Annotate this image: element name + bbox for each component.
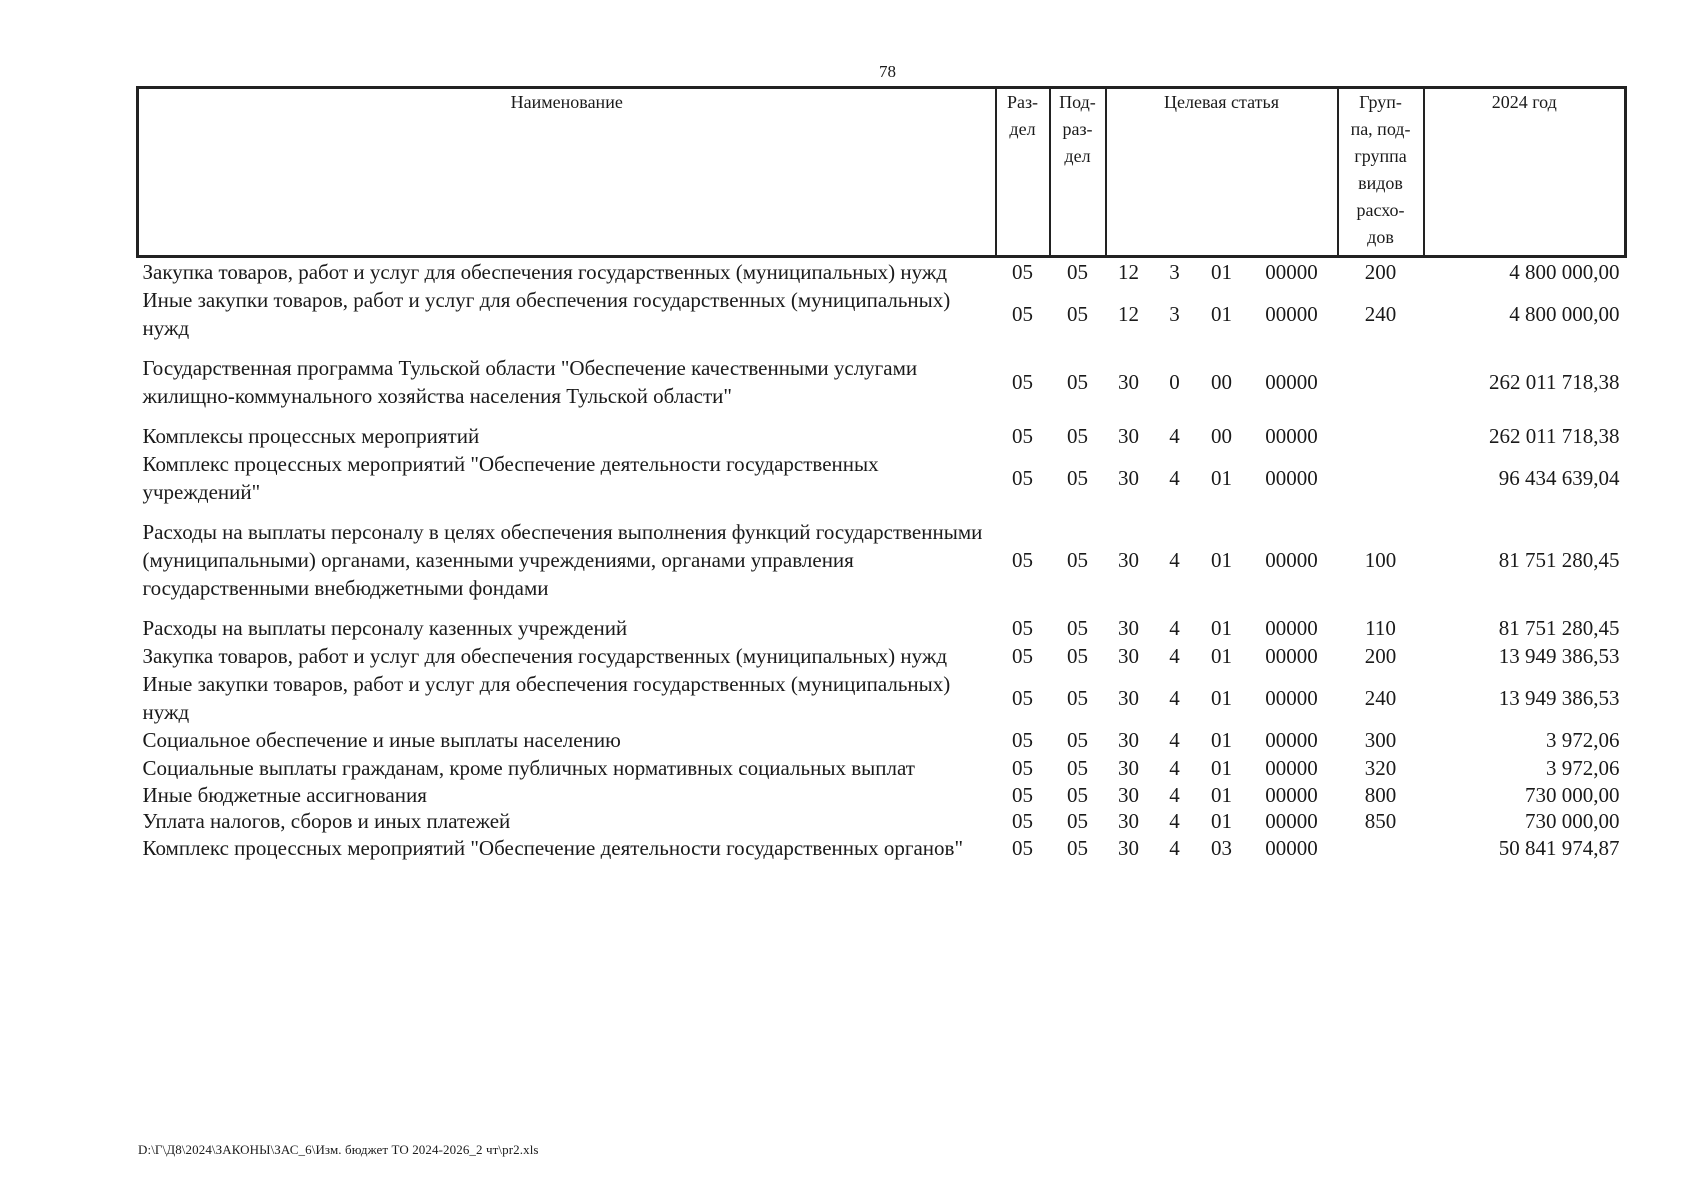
row-razdel: 05 xyxy=(1012,644,1033,668)
row-target-direction: 00000 xyxy=(1265,728,1318,752)
row-name: Комплекс процессных мероприятий "Обеспечение деятельности государственных органов" xyxy=(142,836,964,860)
row-podrazdel: 05 xyxy=(1067,616,1088,640)
row-target-complex: 01 xyxy=(1211,686,1232,710)
row-group: 240 xyxy=(1364,302,1397,326)
table-row xyxy=(138,726,1626,754)
page-number: 78 xyxy=(879,62,896,81)
row-name: Иные закупки товаров, работ и услуг для обеспечения государственных (муниципальных) нужд xyxy=(142,288,951,340)
row-target-type: 4 xyxy=(1169,466,1180,490)
row-target-program: 30 xyxy=(1118,686,1139,710)
row-amount: 730 000,00 xyxy=(1525,783,1620,807)
row-razdel: 05 xyxy=(1012,728,1033,752)
row-target-type: 3 xyxy=(1169,260,1180,284)
row-group: 320 xyxy=(1364,756,1397,780)
row-target-direction: 00000 xyxy=(1265,370,1318,394)
row-podrazdel: 05 xyxy=(1067,424,1088,448)
row-amount: 13 949 386,53 xyxy=(1498,644,1620,668)
row-podrazdel: 05 xyxy=(1067,548,1088,572)
row-target-program: 30 xyxy=(1118,809,1139,833)
row-group: 800 xyxy=(1364,783,1397,807)
file-path-footer: D:\Г\Д8\2024\ЗАКОНЫ\ЗАС_6\Изм. бюджет ТО 2024-2026_2 чт\pr2.xls xyxy=(138,1142,539,1157)
header-razdel-line: дел xyxy=(1009,119,1036,139)
row-target-direction: 00000 xyxy=(1265,809,1318,833)
row-target-direction: 00000 xyxy=(1265,260,1318,284)
row-target-program: 30 xyxy=(1118,783,1139,807)
header-podrazdel xyxy=(1050,88,1106,257)
row-target-program: 12 xyxy=(1118,260,1139,284)
row-target-direction: 00000 xyxy=(1265,686,1318,710)
header-podrazdel-line: раз- xyxy=(1062,119,1093,139)
row-name: Иные бюджетные ассигнования xyxy=(142,783,427,807)
row-target-complex: 01 xyxy=(1211,466,1232,490)
header-target-text: Целевая статья xyxy=(1164,92,1279,112)
row-target-complex: 00 xyxy=(1211,424,1232,448)
row-target-complex: 01 xyxy=(1211,644,1232,668)
row-amount: 4 800 000,00 xyxy=(1509,302,1620,326)
row-amount: 81 751 280,45 xyxy=(1498,616,1620,640)
row-target-direction: 00000 xyxy=(1265,616,1318,640)
row-target-type: 4 xyxy=(1169,783,1180,807)
row-amount: 730 000,00 xyxy=(1525,809,1620,833)
row-razdel: 05 xyxy=(1012,302,1033,326)
row-amount: 262 011 718,38 xyxy=(1489,370,1620,394)
row-target-direction: 00000 xyxy=(1265,302,1318,326)
table-row xyxy=(138,670,1626,726)
row-name: Закупка товаров, работ и услуг для обеспечения государственных (муниципальных) нужд xyxy=(142,644,948,668)
row-target-complex: 01 xyxy=(1211,548,1232,572)
row-podrazdel: 05 xyxy=(1067,644,1088,668)
row-target-type: 4 xyxy=(1169,616,1180,640)
header-podrazdel-line: дел xyxy=(1064,146,1091,166)
row-name: Социальное обеспечение и иные выплаты населению xyxy=(142,728,621,752)
header-group-line: расхо- xyxy=(1356,200,1405,220)
row-group xyxy=(1338,834,1424,862)
row-name: Государственная программа Тульской области "Обеспечение качественными услугами жилищно-коммунального хозяйства населения Тульской области" xyxy=(142,356,918,408)
table-row xyxy=(138,450,1626,506)
row-target-type: 4 xyxy=(1169,809,1180,833)
row-amount: 262 011 718,38 xyxy=(1489,424,1620,448)
row-target-complex: 01 xyxy=(1211,756,1232,780)
row-razdel: 05 xyxy=(1012,424,1033,448)
row-target-type: 4 xyxy=(1169,686,1180,710)
row-target-complex: 01 xyxy=(1211,260,1232,284)
row-amount: 3 972,06 xyxy=(1546,756,1620,780)
row-amount: 96 434 639,04 xyxy=(1498,466,1620,490)
row-name: Социальные выплаты гражданам, кроме публичных нормативных социальных выплат xyxy=(142,756,915,780)
row-target-complex: 01 xyxy=(1211,783,1232,807)
row-group: 300 xyxy=(1364,728,1397,752)
row-target-complex: 03 xyxy=(1211,836,1232,860)
header-group-line: Груп- xyxy=(1359,92,1402,112)
row-podrazdel: 05 xyxy=(1067,260,1088,284)
row-podrazdel: 05 xyxy=(1067,370,1088,394)
row-group xyxy=(1338,450,1424,506)
table-row xyxy=(138,286,1626,342)
row-target-complex: 01 xyxy=(1211,616,1232,640)
table-row xyxy=(138,642,1626,670)
row-target-direction: 00000 xyxy=(1265,783,1318,807)
row-name: Уплата налогов, сборов и иных платежей xyxy=(142,809,511,833)
row-amount: 50 841 974,87 xyxy=(1498,836,1620,860)
budget-table-container xyxy=(136,86,1624,862)
table-row xyxy=(138,506,1626,614)
row-target-type: 4 xyxy=(1169,424,1180,448)
table-row xyxy=(138,257,1626,287)
row-razdel: 05 xyxy=(1012,548,1033,572)
row-name: Комплекс процессных мероприятий "Обеспечение деятельности государственных учреждений" xyxy=(142,452,879,504)
table-row xyxy=(138,342,1626,422)
row-target-program: 30 xyxy=(1118,616,1139,640)
header-group-line: видов xyxy=(1358,173,1403,193)
row-group: 850 xyxy=(1364,809,1397,833)
header-group-line: па, под- xyxy=(1350,119,1411,139)
row-razdel: 05 xyxy=(1012,466,1033,490)
row-podrazdel: 05 xyxy=(1067,302,1088,326)
row-podrazdel: 05 xyxy=(1067,756,1088,780)
header-name-text: Наименование xyxy=(510,92,623,112)
row-podrazdel: 05 xyxy=(1067,809,1088,833)
row-group: 110 xyxy=(1365,616,1396,640)
row-podrazdel: 05 xyxy=(1067,686,1088,710)
header-year xyxy=(1424,88,1626,257)
row-razdel: 05 xyxy=(1012,260,1033,284)
header-razdel-line: Раз- xyxy=(1006,92,1039,112)
row-amount: 13 949 386,53 xyxy=(1498,686,1620,710)
table-header-row xyxy=(138,88,1626,257)
row-target-direction: 00000 xyxy=(1265,836,1318,860)
table-row xyxy=(138,422,1626,450)
row-razdel: 05 xyxy=(1012,616,1033,640)
row-target-program: 30 xyxy=(1118,370,1139,394)
row-target-complex: 01 xyxy=(1211,302,1232,326)
row-target-program: 30 xyxy=(1118,424,1139,448)
row-target-program: 30 xyxy=(1118,548,1139,572)
row-target-complex: 01 xyxy=(1211,809,1232,833)
row-target-type: 4 xyxy=(1169,548,1180,572)
row-podrazdel: 05 xyxy=(1067,783,1088,807)
table-row xyxy=(138,782,1626,808)
row-target-direction: 00000 xyxy=(1265,548,1318,572)
row-group: 200 xyxy=(1364,260,1397,284)
header-group-line: группа xyxy=(1354,146,1407,166)
row-group: 240 xyxy=(1364,686,1397,710)
table-row xyxy=(138,614,1626,642)
header-target xyxy=(1106,88,1338,257)
header-razdel xyxy=(996,88,1050,257)
row-razdel: 05 xyxy=(1012,370,1033,394)
row-razdel: 05 xyxy=(1012,836,1033,860)
row-target-direction: 00000 xyxy=(1265,756,1318,780)
row-name: Расходы на выплаты персоналу в целях обеспечения выполнения функций государственными (муниципальными) органами, казенными учреждениями, органами управления государственными внебюджетными фондами xyxy=(142,520,983,600)
row-podrazdel: 05 xyxy=(1067,728,1088,752)
row-target-program: 30 xyxy=(1118,836,1139,860)
row-razdel: 05 xyxy=(1012,756,1033,780)
row-name: Иные закупки товаров, работ и услуг для обеспечения государственных (муниципальных) нужд xyxy=(142,672,951,724)
header-group-line: дов xyxy=(1367,227,1394,247)
row-group: 100 xyxy=(1364,548,1397,572)
row-target-type: 4 xyxy=(1169,728,1180,752)
row-target-program: 30 xyxy=(1118,756,1139,780)
row-target-type: 4 xyxy=(1169,836,1180,860)
header-year-text: 2024 год xyxy=(1491,92,1557,112)
budget-table xyxy=(136,86,1627,862)
row-podrazdel: 05 xyxy=(1067,466,1088,490)
row-target-direction: 00000 xyxy=(1265,466,1318,490)
row-target-program: 12 xyxy=(1118,302,1139,326)
row-target-complex: 01 xyxy=(1211,728,1232,752)
row-target-complex: 00 xyxy=(1211,370,1232,394)
row-amount: 4 800 000,00 xyxy=(1509,260,1620,284)
row-target-type: 3 xyxy=(1169,302,1180,326)
row-amount: 81 751 280,45 xyxy=(1498,548,1620,572)
row-razdel: 05 xyxy=(1012,686,1033,710)
header-name xyxy=(138,88,996,257)
row-target-program: 30 xyxy=(1118,644,1139,668)
header-podrazdel-line: Под- xyxy=(1059,92,1096,112)
row-group: 200 xyxy=(1364,644,1397,668)
row-razdel: 05 xyxy=(1012,809,1033,833)
row-target-type: 4 xyxy=(1169,644,1180,668)
row-target-type: 4 xyxy=(1169,756,1180,780)
table-row xyxy=(138,808,1626,834)
row-name: Комплексы процессных мероприятий xyxy=(142,424,480,448)
row-podrazdel: 05 xyxy=(1067,836,1088,860)
row-group xyxy=(1338,422,1424,450)
row-target-type: 0 xyxy=(1169,370,1180,394)
row-target-direction: 00000 xyxy=(1265,644,1318,668)
row-name: Закупка товаров, работ и услуг для обеспечения государственных (муниципальных) нужд xyxy=(142,260,948,284)
row-group xyxy=(1338,342,1424,422)
row-target-direction: 00000 xyxy=(1265,424,1318,448)
table-row xyxy=(138,754,1626,782)
row-target-program: 30 xyxy=(1118,728,1139,752)
row-name: Расходы на выплаты персоналу казенных учреждений xyxy=(142,616,628,640)
header-group xyxy=(1338,88,1424,257)
table-row xyxy=(138,834,1626,862)
row-razdel: 05 xyxy=(1012,783,1033,807)
row-amount: 3 972,06 xyxy=(1546,728,1620,752)
row-target-program: 30 xyxy=(1118,466,1139,490)
